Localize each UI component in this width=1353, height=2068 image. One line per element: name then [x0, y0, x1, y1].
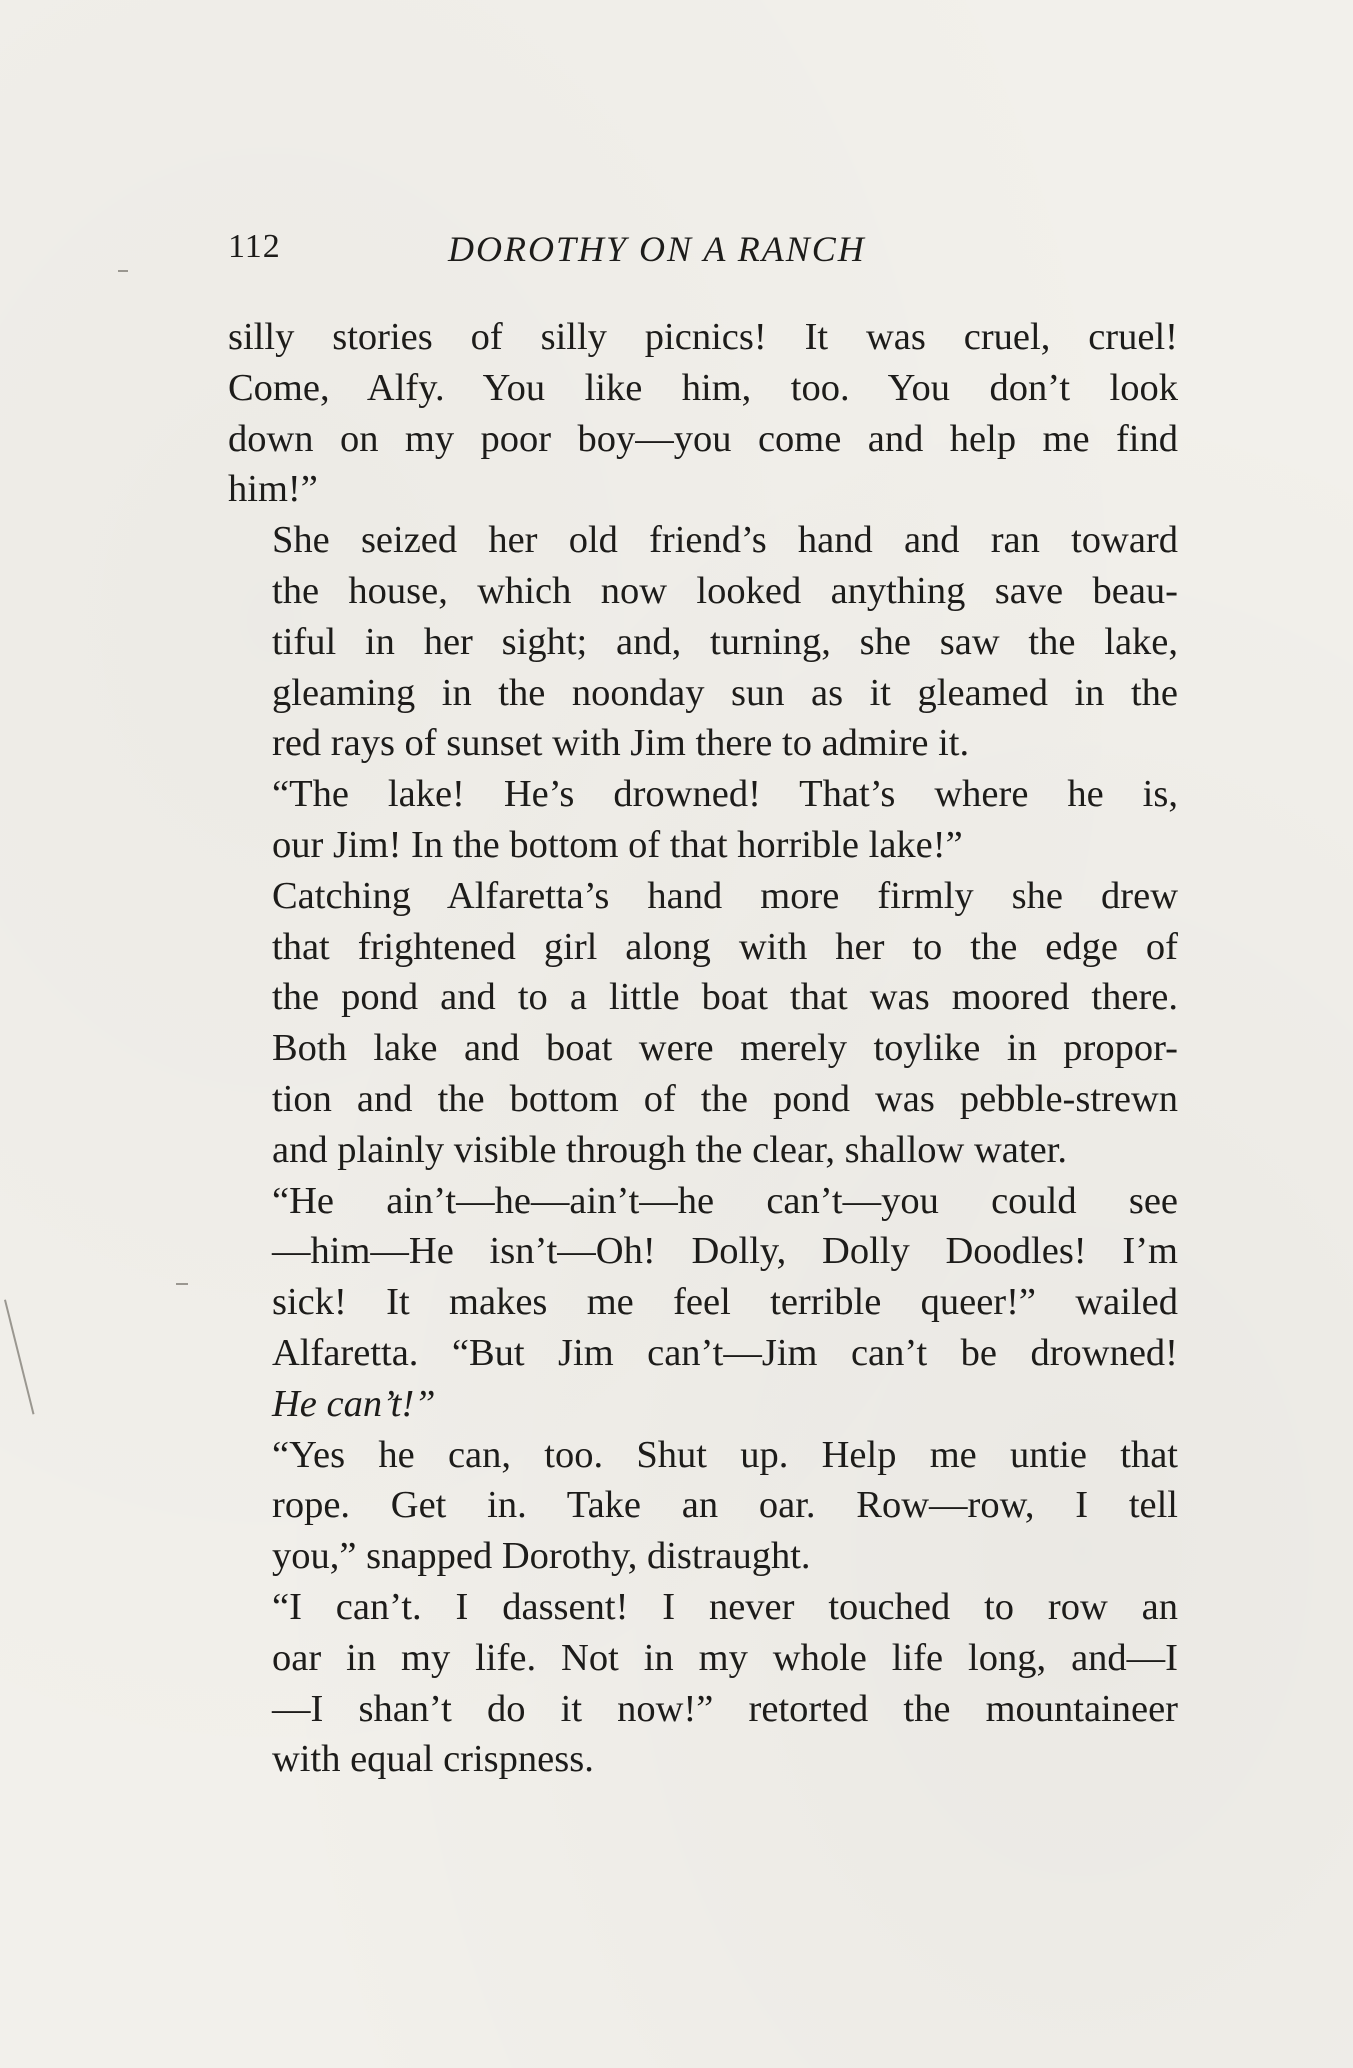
- text-line: rope. Get in. Take an oar. Row—row, I tell: [272, 1484, 1178, 1527]
- text-line: oar in my life. Not in my whole life long, and—I: [272, 1636, 1178, 1679]
- text-line: red rays of sunset with Jim there to admire it.: [272, 722, 970, 765]
- text-line: silly stories of silly picnics! It was cruel, cruel!: [228, 316, 1178, 358]
- text-line: Come, Alfy. You like him, too. You don’t look: [228, 366, 1178, 409]
- text-line-italic: He can’t!”: [272, 1382, 436, 1425]
- text-line: down on my poor boy—you come and help me find: [228, 417, 1178, 460]
- paragraph-3: [228, 769, 1178, 871]
- text-line: our Jim! In the bottom of that horrible lake!”: [272, 823, 963, 866]
- margin-mark: [4, 1300, 34, 1420]
- text-line: the pond and to a little boat that was moored there.: [272, 976, 1178, 1019]
- text-line: with equal crispness.: [272, 1738, 594, 1781]
- text-line: —him—He isn’t—Oh! Dolly, Dolly Doodles! I’m: [272, 1230, 1178, 1273]
- text-line: gleaming in the noonday sun as it gleamed in the: [272, 671, 1178, 714]
- margin-dash: [118, 270, 128, 272]
- paragraph-5: [228, 1176, 1178, 1430]
- page-number: 112: [228, 228, 281, 265]
- text-line: the house, which now looked anything save beau-: [272, 569, 1178, 612]
- paragraph-7: [228, 1582, 1178, 1785]
- text-line: that frightened girl along with her to the edge of: [272, 925, 1178, 968]
- paragraph-1: [228, 312, 1178, 515]
- margin-dash: [176, 1283, 188, 1285]
- text-line: sick! It makes me feel terrible queer!” wailed: [272, 1281, 1178, 1324]
- text-line: Catching Alfaretta’s hand more firmly she drew: [272, 874, 1178, 917]
- text-line: you,” snapped Dorothy, distraught.: [272, 1535, 811, 1578]
- text-line: “Yes he can, too. Shut up. Help me untie that: [272, 1433, 1178, 1476]
- text-line: him!”: [228, 468, 318, 511]
- text-line: Both lake and boat were merely toylike in propor-: [272, 1027, 1178, 1070]
- running-title: DOROTHY ON A RANCH: [448, 229, 866, 269]
- paragraph-4: [228, 871, 1178, 1176]
- text-line: tion and the bottom of the pond was pebble-strewn: [272, 1077, 1178, 1120]
- running-head: [228, 228, 1178, 276]
- paragraph-2: [228, 515, 1178, 769]
- text-line: “The lake! He’s drowned! That’s where he is,: [272, 773, 1178, 816]
- text-line: “He ain’t—he—ain’t—he can’t—you could see: [272, 1179, 1178, 1222]
- text-line: Alfaretta. “But Jim can’t—Jim can’t be drowned!: [272, 1331, 1178, 1374]
- body-text: [228, 312, 1178, 1785]
- text-line: and plainly visible through the clear, shallow water.: [272, 1128, 1067, 1171]
- text-line: —I shan’t do it now!” retorted the mountaineer: [272, 1687, 1178, 1730]
- text-line: “I can’t. I dassent! I never touched to row an: [272, 1585, 1178, 1628]
- paragraph-6: [228, 1430, 1178, 1582]
- text-line: tiful in her sight; and, turning, she saw the lake,: [272, 620, 1178, 663]
- text-line: She seized her old friend’s hand and ran toward: [272, 519, 1178, 562]
